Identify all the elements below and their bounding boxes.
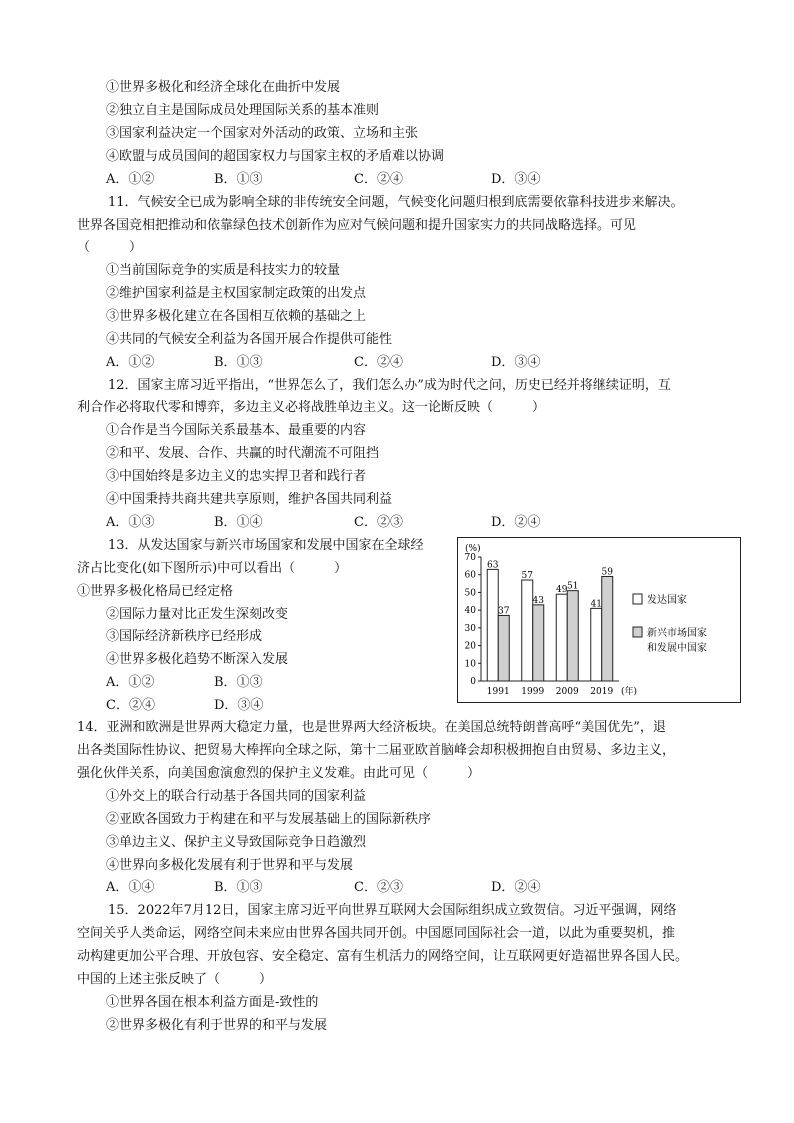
q13-option-c[interactable]: C．②④	[106, 698, 155, 713]
q11-item-2: ②维护国家利益是主权国家制定政策的出发点	[106, 286, 367, 301]
q10-option-c[interactable]: C．②④	[354, 172, 403, 187]
q14-stem-line-2: 出各类国际性协议、把贸易大棒挥向全球之际，第十二届亚欧首脑峰会却积极拥抱自由贸易、多边主义，	[77, 743, 676, 758]
chart-data-label: 57	[521, 571, 533, 582]
chart-y-tick-label: 0	[470, 677, 476, 687]
q13-item-2: ②国际力量对比正发生深刻改变	[106, 607, 289, 622]
chart-legend-label: 和发展中国家	[647, 643, 707, 654]
chart-data-label: 59	[601, 567, 613, 578]
q11-option-b[interactable]: B．①③	[214, 355, 263, 370]
q12-option-d[interactable]: D．②④	[491, 515, 541, 530]
economy-share-chart	[457, 537, 741, 703]
chart-x-tick-label: 1991	[486, 687, 510, 697]
q10-item-3: ③国家利益决定一个国家对外活动的政策、立场和主张	[106, 126, 419, 141]
q14-item-1: ①外交上的联合行动基于各国共同的国家利益	[106, 789, 367, 804]
q11-option-c[interactable]: C．②④	[354, 355, 403, 370]
q13-option-a[interactable]: A．①②	[106, 675, 155, 690]
q10-item-2: ②独立自主是国际成员处理国际关系的基本准则	[106, 103, 380, 118]
chart-legend-swatch	[633, 594, 642, 604]
q12-option-a[interactable]: A．①③	[106, 515, 155, 530]
chart-data-label: 43	[532, 595, 544, 606]
q11-item-4: ④共同的气候安全利益为各国开展合作提供可能性	[106, 332, 393, 347]
q14-item-4: ④世界向多极化发展有利于世界和平与发展	[106, 858, 354, 873]
q14-stem-line-1: 14．亚洲和欧洲是世界两大稳定力量，也是世界两大经济板块。在美国总统特朗普高呼“美国优先”，退	[77, 720, 666, 735]
q14-option-d[interactable]: D．②④	[491, 880, 541, 895]
q13-item-1: ①世界多极化格局已经定格	[77, 584, 234, 599]
q12-option-c[interactable]: C．②③	[354, 515, 403, 530]
q12-item-1: ①合作是当今国际关系最基本、最重要的内容	[106, 423, 367, 438]
chart-bar	[533, 605, 544, 681]
chart-y-tick-label: 70	[464, 553, 476, 563]
chart-y-tick-label: 30	[464, 623, 476, 634]
q12-option-b[interactable]: B．①④	[214, 515, 263, 530]
chart-x-unit: (年)	[621, 687, 638, 697]
chart-data-label: 51	[567, 581, 579, 592]
q12-stem-line-2: 利合作必将取代零和博弈，多边主义必将战胜单边主义。这一论断反映（ ）	[77, 400, 546, 415]
chart-bar	[556, 594, 567, 681]
q15-stem-line-3: 动构建更加公平合理、开放包容、安全稳定、富有生机活力的网络空间，让互联网更好造福世界各国人民。	[77, 949, 689, 964]
q10-option-a[interactable]: A．①②	[106, 172, 155, 187]
chart-y-tick-label: 50	[464, 588, 476, 599]
q13-stem-line-1: 13．从发达国家与新兴市场国家和发展中国家在全球经	[108, 538, 424, 553]
q13-item-3: ③国际经济新秩序已经形成	[106, 629, 263, 644]
economy-share-chart-svg	[457, 537, 741, 703]
chart-bar	[522, 580, 533, 681]
chart-data-label: 49	[556, 585, 568, 596]
q14-item-3: ③单边主义、保护主义导致国际竞争日趋激烈	[106, 835, 367, 850]
chart-bar	[567, 591, 578, 681]
q10-option-b[interactable]: B．①③	[214, 172, 263, 187]
q11-item-3: ③世界多极化建立在各国相互依赖的基础之上	[106, 309, 367, 324]
q14-item-2: ②亚欧各国致力于构建在和平与发展基础上的国际新秩序	[106, 812, 432, 827]
q11-stem-line-1: 11．气候安全已成为影响全球的非传统安全问题，气候变化问题归根到底需要依靠科技进步来解决。	[108, 195, 684, 210]
q14-option-c[interactable]: C．②③	[354, 880, 403, 895]
chart-y-tick-label: 10	[464, 659, 476, 670]
q11-option-d[interactable]: D．③④	[491, 355, 541, 370]
chart-x-tick-label: 2019	[590, 687, 614, 697]
q15-stem-line-4: 中国的上述主张反映了（ ）	[77, 972, 273, 987]
chart-bar	[487, 569, 498, 681]
q11-option-a[interactable]: A．①②	[106, 355, 155, 370]
q15-stem-line-1: 15．2022年7月12日，国家主席习近平向世界互联网大会国际组织成立致贺信。习近平强调，网络	[108, 903, 677, 918]
q11-item-1: ①当前国际竞争的实质是科技实力的较量	[106, 263, 341, 278]
chart-y-tick-label: 20	[464, 641, 476, 652]
q10-item-4: ④欧盟与成员国间的超国家权力与国家主权的矛盾难以协调	[106, 149, 445, 164]
q14-stem-line-3: 强化伙伴关系，向美国愈演愈烈的保护主义发难。由此可见（ ）	[77, 766, 481, 781]
chart-data-label: 41	[590, 599, 602, 610]
q15-item-1: ①世界各国在根本利益方面是-致性的	[106, 995, 319, 1010]
chart-y-tick-label: 60	[464, 570, 476, 581]
chart-legend-swatch	[633, 627, 642, 637]
q11-stem-line-2: 世界各国竞相把推动和依靠绿色技术创新作为应对气候问题和提升国家实力的共同战略选择。可见	[77, 218, 637, 233]
q14-option-b[interactable]: B．①③	[214, 880, 263, 895]
q13-item-4: ④世界多极化趋势不断深入发展	[106, 652, 289, 667]
q10-item-1: ①世界多极化和经济全球化在曲折中发展	[106, 80, 341, 95]
chart-legend-label: 新兴市场国家	[647, 628, 707, 639]
chart-unit-label: (%)	[465, 544, 481, 554]
chart-bar	[591, 608, 602, 681]
q13-option-b[interactable]: B．①③	[214, 675, 263, 690]
q12-item-4: ④中国秉持共商共建共享原则，维护各国共同利益	[106, 492, 393, 507]
chart-y-tick-label: 40	[464, 606, 476, 617]
chart-x-tick-label: 2009	[555, 687, 579, 697]
chart-bar	[602, 576, 613, 681]
q10-option-d[interactable]: D．③④	[491, 172, 541, 187]
chart-legend-label: 发达国家	[647, 595, 687, 606]
q15-item-2: ②世界多极化有利于世界的和平与发展	[106, 1018, 328, 1033]
chart-bar	[498, 615, 509, 681]
q13-stem-line-2: 济占比变化(如下图所示)中可以看出（ ）	[77, 561, 348, 576]
q12-stem-line-1: 12．国家主席习近平指出，“世界怎么了，我们怎么办”成为时代之问，历史已经并将继续证明，互	[108, 378, 671, 393]
chart-x-tick-label: 1999	[521, 687, 545, 697]
chart-data-label: 63	[487, 560, 499, 571]
q12-item-2: ②和平、发展、合作、共赢的时代潮流不可阻挡	[106, 446, 380, 461]
q12-item-3: ③中国始终是多边主义的忠实捍卫者和践行者	[106, 469, 367, 484]
q13-option-d[interactable]: D．③④	[214, 698, 264, 713]
q11-answer-blank: （ ）	[77, 240, 143, 255]
q14-option-a[interactable]: A．①④	[106, 880, 155, 895]
q15-stem-line-2: 空间关乎人类命运，网络空间未来应由世界各国共同开创。中国愿同国际社会一道，以此为重要契机，推	[77, 926, 676, 941]
chart-data-label: 37	[498, 606, 510, 617]
